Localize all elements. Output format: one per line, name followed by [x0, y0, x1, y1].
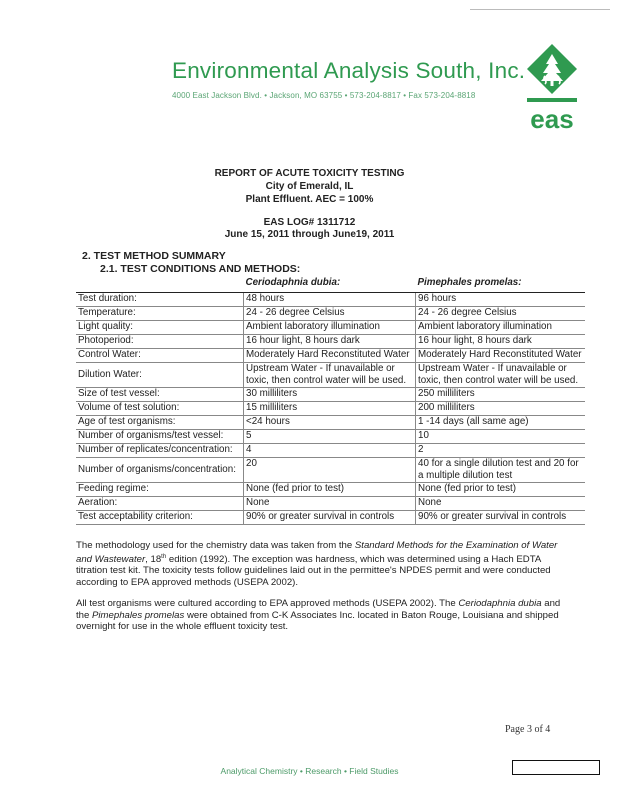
logo-text: eas	[530, 104, 574, 134]
company-address: 4000 East Jackson Blvd. • Jackson, MO 63755 • 573-204-8817 • Fax 573-204-8818	[172, 91, 476, 100]
header-cell-pimephales: Pimephales promelas:	[416, 277, 586, 293]
pimephales-value: 200 milliliters	[416, 402, 586, 416]
report-title: REPORT OF ACUTE TOXICITY TESTING	[214, 168, 405, 179]
table-row	[76, 307, 585, 321]
table-row	[76, 321, 585, 335]
paragraph-methodology	[76, 540, 566, 598]
pimephales-value: 2	[416, 444, 586, 458]
row-label: Feeding regime:	[76, 483, 244, 497]
paragraph-1: The methodology used for the chemistry data was taken from the Standard Methods for the Examination of Water and Wastewater, 18th edition (1992). The exception was hardness, which was determined using a Hach EDTA titration test kit. The toxicity tests follow guidelines laid out in the permittee's NPDES permit and were conducted according to EPA approved methods (USEPA 2002).	[76, 540, 558, 588]
row-label: Test acceptability criterion:	[76, 511, 244, 525]
report-client: City of Emerald, IL	[265, 181, 354, 192]
row-label: Test duration:	[76, 293, 244, 307]
row-label: Number of organisms/test vessel:	[76, 430, 244, 444]
ceriodaphnia-value: 90% or greater survival in controls	[244, 511, 416, 525]
ceriodaphnia-value: Ambient laboratory illumination	[244, 321, 416, 335]
logo-bar	[527, 98, 577, 102]
table-row	[76, 335, 585, 349]
ceriodaphnia-value: Upstream Water - If unavailable or toxic, then control water will be used.	[244, 363, 416, 388]
test-conditions-table	[76, 277, 585, 525]
header-cell-ceriodaphnia: Ceriodaphnia dubia:	[244, 277, 416, 293]
header-cell-label	[76, 277, 244, 293]
table-row	[76, 293, 585, 307]
table-row	[76, 402, 585, 416]
section-subheading: 2.1. TEST CONDITIONS AND METHODS:	[100, 263, 301, 275]
report-effluent: Plant Effluent. AEC = 100%	[245, 194, 374, 205]
ceriodaphnia-value: Moderately Hard Reconstituted Water	[244, 349, 416, 363]
table-row	[76, 511, 585, 525]
table-row	[76, 483, 585, 497]
pimephales-value: 10	[416, 430, 586, 444]
ceriodaphnia-value: 15 milliliters	[244, 402, 416, 416]
company-logo	[527, 44, 577, 144]
ceriodaphnia-value: 4	[244, 444, 416, 458]
row-label: Age of test organisms:	[76, 416, 244, 430]
row-label: Aeration:	[76, 497, 244, 511]
pimephales-value: None (fed prior to test)	[416, 483, 586, 497]
pimephales-value: 40 for a single dilution test and 20 for a multiple dilution test	[416, 458, 586, 483]
table-row	[76, 497, 585, 511]
table-row	[76, 349, 585, 363]
row-label: Light quality:	[76, 321, 244, 335]
ceriodaphnia-value: 5	[244, 430, 416, 444]
table-row	[76, 430, 585, 444]
report-log-number: EAS LOG# 1311712	[263, 217, 356, 228]
footer-tagline: Analytical Chemistry • Research • Field Studies	[220, 766, 399, 776]
paragraph-2: All test organisms were cultured according to EPA approved methods (USEPA 2002). The Ceriodaphnia dubia and the Pimephales promelas were obtained from C-K Associates Inc. located in Baton Rouge, Louisiana and shipped overnight for use in the whole effluent toxicity test.	[76, 598, 561, 632]
table-row	[76, 363, 585, 388]
row-label: Dilution Water:	[76, 363, 244, 388]
row-label: Volume of test solution:	[76, 402, 244, 416]
row-label: Number of organisms/concentration:	[76, 458, 244, 483]
pimephales-value: Upstream Water - If unavailable or toxic, then control water will be used.	[416, 363, 586, 388]
pimephales-value: 90% or greater survival in controls	[416, 511, 586, 525]
table-row	[76, 416, 585, 430]
table-row	[76, 444, 585, 458]
table-header-row	[76, 277, 585, 293]
ceriodaphnia-value: <24 hours	[244, 416, 416, 430]
pimephales-value: 96 hours	[416, 293, 586, 307]
paragraph-organisms	[76, 598, 566, 643]
pimephales-value: 250 milliliters	[416, 388, 586, 402]
pimephales-value: 1 -14 days (all same age)	[416, 416, 586, 430]
pimephales-value: Ambient laboratory illumination	[416, 321, 586, 335]
pimephales-value: Moderately Hard Reconstituted Water	[416, 349, 586, 363]
top-edge-line	[470, 9, 610, 10]
table-row	[76, 388, 585, 402]
company-name: Environmental Analysis South, Inc.	[172, 58, 526, 83]
report-dates: June 15, 2011 through June19, 2011	[224, 229, 395, 240]
ceriodaphnia-value: 30 milliliters	[244, 388, 416, 402]
ceriodaphnia-value: 16 hour light, 8 hours dark	[244, 335, 416, 349]
table-row	[76, 458, 585, 483]
pimephales-value: 24 - 26 degree Celsius	[416, 307, 586, 321]
ceriodaphnia-value: 48 hours	[244, 293, 416, 307]
redaction-box	[512, 760, 600, 775]
section-heading: 2. TEST METHOD SUMMARY	[82, 250, 226, 262]
ceriodaphnia-value: None	[244, 497, 416, 511]
row-label: Control Water:	[76, 349, 244, 363]
page-number: Page 3 of 4	[505, 724, 551, 735]
ceriodaphnia-value: 24 - 26 degree Celsius	[244, 307, 416, 321]
ceriodaphnia-value: 20	[244, 458, 416, 483]
row-label: Temperature:	[76, 307, 244, 321]
pimephales-value: 16 hour light, 8 hours dark	[416, 335, 586, 349]
pimephales-value: None	[416, 497, 586, 511]
row-label: Number of replicates/concentration:	[76, 444, 244, 458]
row-label: Size of test vessel:	[76, 388, 244, 402]
row-label: Photoperiod:	[76, 335, 244, 349]
ceriodaphnia-value: None (fed prior to test)	[244, 483, 416, 497]
